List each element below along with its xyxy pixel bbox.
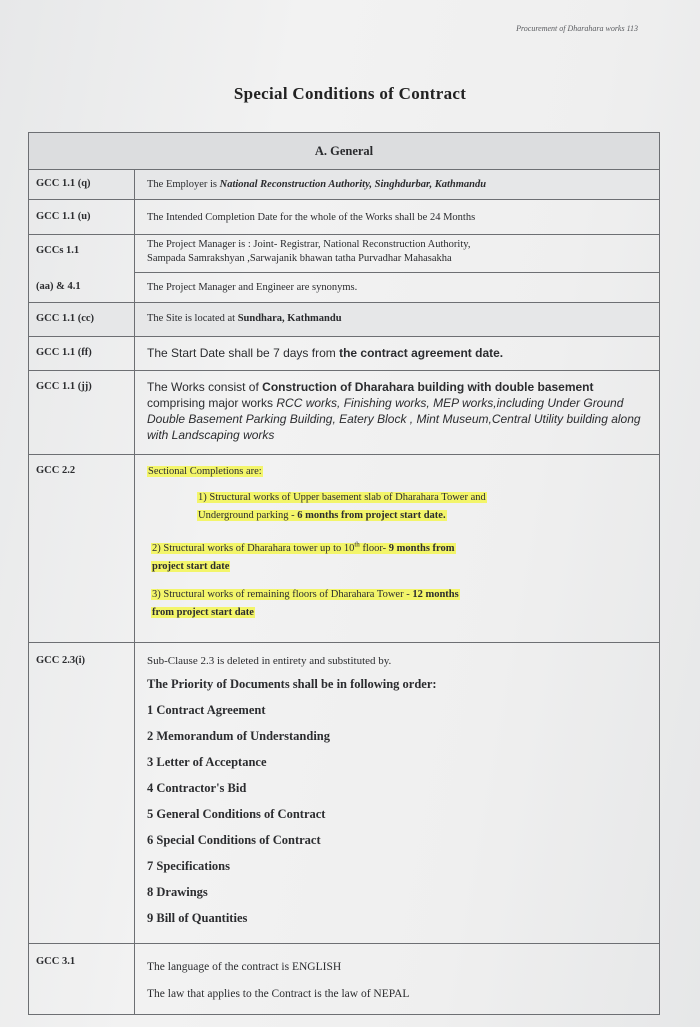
priority-item: 9 Bill of Quantities — [147, 911, 248, 925]
language-clause: The language of the contract is ENGLISH — [147, 961, 342, 973]
clause-key: GCC 1.1 (ff) — [29, 337, 135, 370]
priority-item: 5 General Conditions of Contract — [147, 807, 326, 821]
priority-item: 8 Drawings — [147, 885, 208, 899]
clause-text-part: The Employer is — [147, 179, 220, 190]
employer-name: National Reconstruction Authority, Singhdurbar, Kathmandu — [219, 179, 487, 190]
priority-item: 4 Contractor's Bid — [147, 781, 247, 795]
sectional-item-duration: from project start date — [152, 606, 254, 618]
table-row — [29, 944, 659, 1014]
clause-text-line: The Project Manager is : Joint- Registrar, National Reconstruction Authority, — [147, 239, 471, 250]
table-row — [29, 371, 659, 455]
sectional-item-text: 2) Structural works of Dharahara tower up to 10 — [152, 542, 355, 554]
section-heading: A. General — [29, 133, 659, 170]
priority-item: 1 Contract Agreement — [147, 703, 266, 717]
sectional-item-1 — [147, 489, 649, 525]
governing-law-clause: The law that applies to the Contract is the law of NEPAL — [147, 988, 410, 1000]
clause-key: GCC 1.1 (cc) — [29, 303, 135, 336]
sectional-item-text: floor- — [359, 542, 389, 554]
clause-key: GCC 3.1 — [29, 944, 135, 1014]
clause-text — [135, 371, 659, 454]
table-row — [29, 643, 659, 944]
table-row — [29, 337, 659, 371]
table-row — [29, 235, 659, 303]
clause-key: GCC 1.1 (q) — [29, 170, 135, 199]
clause-text — [135, 235, 659, 302]
clause-text: The Intended Completion Date for the whole of the Works shall be 24 Months — [147, 212, 476, 223]
clause-key: GCC 2.2 — [29, 455, 135, 642]
priority-item: 6 Special Conditions of Contract — [147, 833, 321, 847]
sectional-item-duration: 6 months from project start date. — [297, 510, 446, 521]
clause-text — [135, 337, 659, 370]
conditions-table — [28, 132, 660, 1015]
running-head: Procurement of Dharahara works 113 — [516, 24, 638, 33]
sectional-item-2 — [97, 535, 649, 576]
clause-text-part: The Site is located at — [147, 313, 238, 324]
clause-text — [135, 170, 659, 199]
clause-text-part: comprising major works — [147, 396, 277, 410]
clause-key-part: GCCs 1.1 — [36, 245, 80, 256]
clause-key — [29, 235, 135, 302]
clause-text — [135, 944, 659, 1014]
priority-item: 3 Letter of Acceptance — [147, 755, 267, 769]
table-row — [29, 200, 659, 235]
clause-text — [135, 643, 659, 943]
priority-item: 2 Memorandum of Understanding — [147, 729, 330, 743]
clause-text-part: The Works consist of — [147, 380, 263, 394]
sectional-item-text: 3) Structural works of remaining floors of Dharahara Tower - — [152, 588, 413, 600]
sectional-item-duration: 12 months — [412, 588, 459, 600]
sectional-item-duration: 9 months from — [388, 542, 455, 554]
page-title: Special Conditions of Contract — [233, 84, 467, 103]
sectional-item-duration: project start date — [152, 560, 230, 572]
ordinal-suffix: th — [354, 540, 360, 548]
clause-key: GCC 1.1 (jj) — [29, 371, 135, 454]
clause-text — [135, 455, 659, 642]
sectional-item-text: 1) Structural works of Upper basement slab of Dharahara Tower and — [198, 492, 486, 503]
clause-key-part: (aa) & 4.1 — [36, 281, 81, 292]
clause-key: GCC 2.3(i) — [29, 643, 135, 943]
table-row — [29, 303, 659, 337]
clause-text-part: The Start Date shall be 7 days from — [147, 346, 340, 360]
works-title: Construction of Dharahara building with double basement — [262, 380, 594, 394]
clause-text — [135, 303, 659, 336]
clause-text-line: Sampada Samrakshyan ,Sarwajanik bhawan tatha Purvadhar Mahasakha — [147, 253, 452, 264]
site-location: Sundhara, Kathmandu — [237, 313, 342, 324]
clause-key: GCC 1.1 (u) — [29, 200, 135, 234]
table-row — [29, 455, 659, 643]
sectional-intro: Sectional Completions are: — [148, 466, 262, 477]
start-date-reference: the contract agreement date. — [339, 346, 504, 360]
sectional-item-text: Underground parking - — [198, 510, 298, 521]
sectional-item-3 — [97, 586, 649, 622]
priority-intro: Sub-Clause 2.3 is deleted in entirety and substituted by. — [147, 655, 392, 667]
priority-heading: The Priority of Documents shall be in following order: — [147, 677, 437, 691]
works-scope: RCC works, Finishing works, MEP works,including Under Ground Double Basement Parking Building, Eatery Block , Mint Museum,Central Utility building along with Landscaping works — [147, 396, 641, 442]
clause-text-line: The Project Manager and Engineer are synonyms. — [147, 282, 358, 293]
priority-item: 7 Specifications — [147, 859, 230, 873]
table-row — [29, 170, 659, 200]
